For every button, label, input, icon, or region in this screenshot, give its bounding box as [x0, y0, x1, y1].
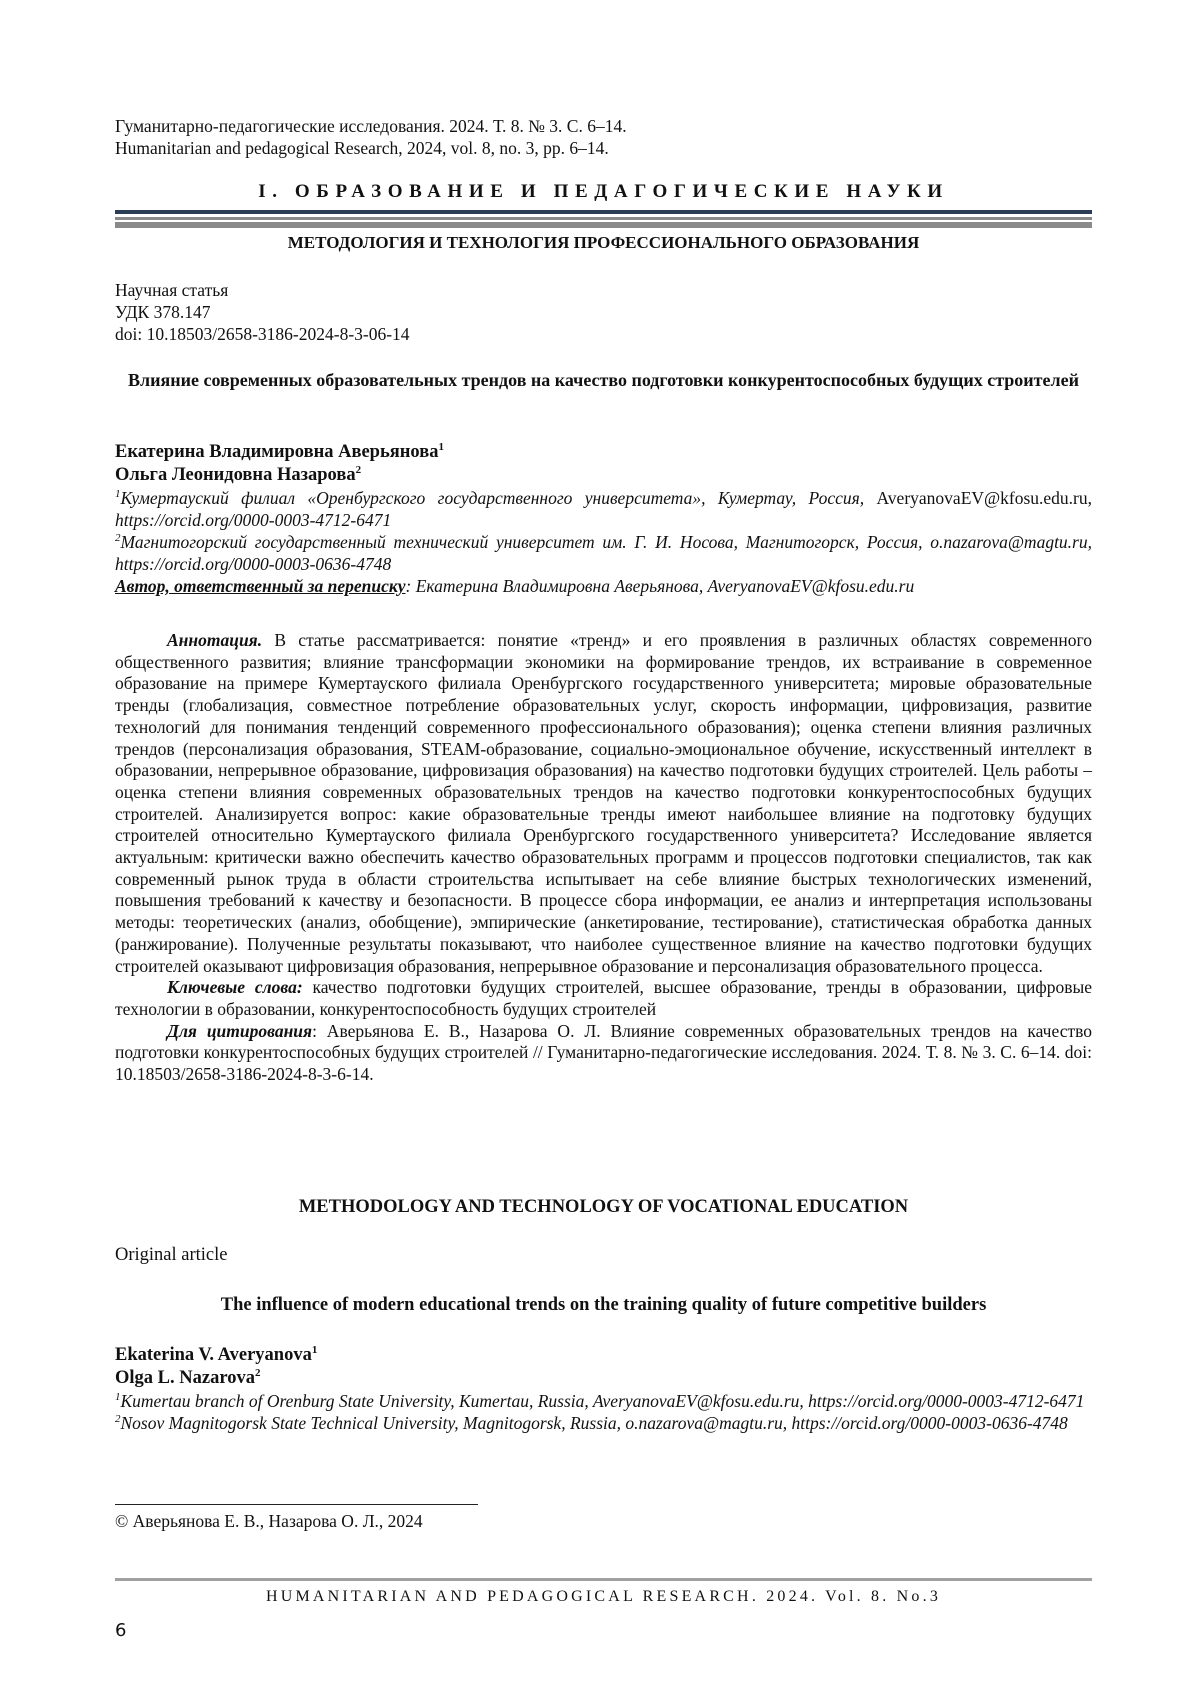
- author-name: Ekaterina V. Averyanova$^1$: [115, 1343, 318, 1365]
- subsection-title-ru: МЕТОДОЛОГИЯ И ТЕХНОЛОГИЯ ПРОФЕССИОНАЛЬНОГО ОБРАЗОВАНИЯ: [287, 233, 920, 252]
- section-divider: [115, 210, 1092, 228]
- abstract-label: Аннотация.: [167, 630, 263, 650]
- article-meta: [115, 279, 410, 345]
- article-type-en: Original article: [115, 1245, 228, 1265]
- footnote-divider: [115, 1504, 478, 1505]
- article-type: Научная статья: [115, 280, 229, 300]
- keywords: Ключевые слова: качество подготовки будущих строителей, высшее образование, тренды в образовании, цифровые технологии в образовании, конкурентоспособность будущих строителей: [115, 977, 1092, 1019]
- doi: doi: 10.18503/2658-3186-2024-8-3-06-14: [115, 324, 410, 344]
- running-footer: HUMANITARIAN AND PEDAGOGICAL RESEARCH. 2024. Vol. 8. No.3: [265, 1588, 942, 1605]
- udc-code: УДК 378.147: [115, 302, 211, 322]
- affiliation-2: $^2$Магнитогорский государственный технический университет им. Г. И. Носова, Магнитогорск, Россия, o.nazarova@magtu.ru, https://orcid.org/0000-0003-0636-4748: [115, 532, 1092, 574]
- journal-reference: [115, 115, 627, 159]
- authors-ru: [115, 441, 1092, 597]
- authors-en: [115, 1344, 1092, 1434]
- author-name: Екатерина Владимировна Аверьянова$^1$: [115, 440, 444, 462]
- subsection-title-en: METHODOLOGY AND TECHNOLOGY OF VOCATIONAL EDUCATION: [298, 1197, 909, 1217]
- author-name: Olga L. Nazarova$^2$: [115, 1366, 261, 1388]
- abstract-paragraph: Аннотация. В статье рассматривается: понятие «тренд» и его проявления в различных областях современного общественного развития; влияние трансформации экономики на формирование трендов, их встраивание в современное образование на примере Кумертауского филиала Оренбургского государственного университета; мировые образовательные тренды (глобализация, совместное потребление образовательных услуг, скорость информации, цифровизация, развитие технологий для понимания тенденций современного профессионального образования); оценка степени влияния различных трендов (персонализация образования, STEAM-образование, социально-эмоциональное обучение, искусственный интеллект в образовании, непрерывное образование, цифровизация образования) на качество подготовки будущих строителей. Цель работы – оценка степени влияния современных образовательных трендов на качество подготовки конкурентоспособных будущих строителей. Анализируется вопрос: какие образовательные тренды имеют наибольшее влияние на подготовку будущих строителей относительно Кумертауского филиала Оренбургского государственного университета? Исследование является актуальным: критически важно обеспечить качество образовательных программ и процессов подготовки специалистов, так как современный рынок труда в области строительства испытывает на себе влияние быстрых технологических изменений, повышения требований к качеству и безопасности. В процессе сбора информации, ее анализ и интерпретация использованы методы: теоретических (анализ, обобщение), эмпирические (анкетирование, тестирование), статистическая обработка данных (ранжирование). Полученные результаты показывают, что наиболее существенное влияние на качество подготовки будущих строителей оказывают цифровизация образования, непрерывное образование и персонализация образовательного процесса.: [115, 630, 1093, 976]
- author-name: Ольга Леонидовна Назарова$^2$: [115, 463, 362, 485]
- keywords-label: Ключевые слова:: [167, 977, 303, 998]
- citation-label: Для цитирования: [167, 1020, 313, 1041]
- orcid-link[interactable]: https://orcid.org/0000-0003-4712-6471: [115, 510, 392, 530]
- journal-reference-en: Humanitarian and pedagogical Research, 2024, vol. 8, no. 3, pp. 6–14.: [115, 138, 609, 158]
- email-link[interactable]: AveryanovaEV@kfosu.edu.ru,: [876, 488, 1092, 508]
- article-title-en: The influence of modern educational trends on the training quality of future competitive builders: [220, 1295, 987, 1315]
- journal-reference-ru: Гуманитарно-педагогические исследования. 2024. Т. 8. № 3. С. 6–14.: [115, 116, 627, 136]
- abstract: [115, 630, 1092, 1086]
- citation: Для цитирования: Аверьянова Е. В., Назарова О. Л. Влияние современных образовательных трендов на качество подготовки конкурентоспособных будущих строителей // Гуманитарно-педагогические исследования. 2024. Т. 8. № 3. С. 6–14. doi: 10.18503/2658-3186-2024-8-3-6-14.: [115, 1020, 1092, 1085]
- footer-divider: [115, 1578, 1092, 1581]
- corresponding-author: Автор, ответственный за переписку: Екатерина Владимировна Аверьянова, AveryanovaEV@kfosu.edu.ru: [115, 576, 915, 596]
- affiliation-1: $^1$Кумертауский филиал «Оренбургского государственного университета», Кумертау, Россия, AveryanovaEV@kfosu.edu.ru, https://orcid.org/0000-0003-4712-6471: [115, 488, 1092, 530]
- section-title: I. ОБРАЗОВАНИЕ И ПЕДАГОГИЧЕСКИЕ НАУКИ: [258, 181, 949, 202]
- copyright: © Аверьянова Е. В., Назарова О. Л., 2024: [115, 1511, 423, 1531]
- article-page: [115, 0, 1092, 1697]
- article-title-ru: Влияние современных образовательных трендов на качество подготовки конкурентоспособных будущих строителей: [128, 370, 1079, 390]
- affiliation-2-en: $^2$Nosov Magnitogorsk State Technical University, Magnitogorsk, Russia, o.nazarova@magtu.ru, https://orcid.org/0000-0003-0636-4748: [115, 1413, 1068, 1433]
- affiliation-1-en: $^1$Kumertau branch of Orenburg State University, Kumertau, Russia, AveryanovaEV@kfosu.edu.ru, https://orcid.org/0000-0003-4712-6471: [115, 1391, 1085, 1411]
- page-number: 6: [115, 1620, 127, 1641]
